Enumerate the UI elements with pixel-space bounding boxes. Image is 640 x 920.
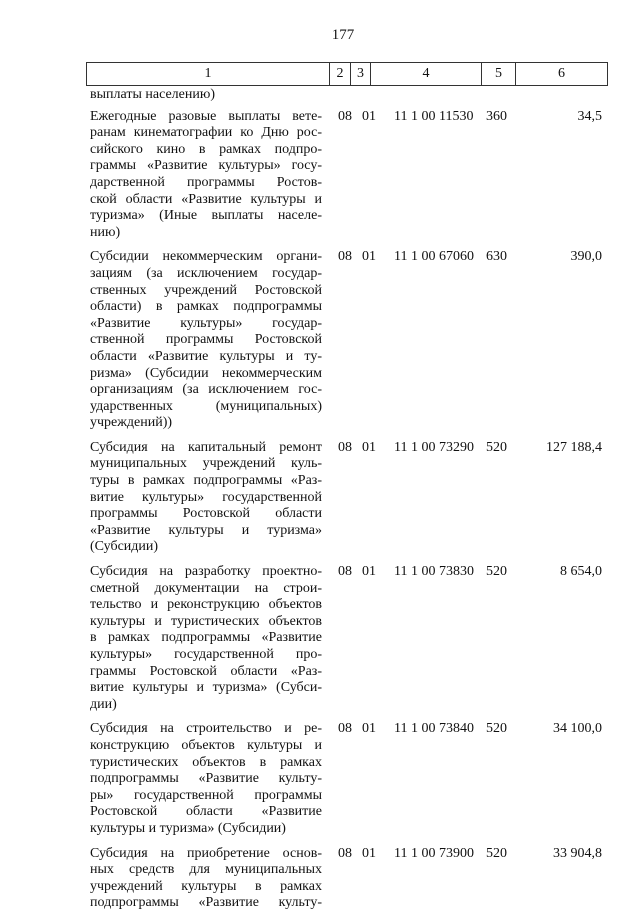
description-line: конструкцию объектов культуры и (90, 737, 322, 753)
target-article-code: 11 1 00 73840 (394, 721, 474, 737)
expense-type-code: 520 (486, 721, 507, 737)
description-line: области «Развитие культуры и ту- (90, 348, 322, 364)
table-body (90, 87, 602, 920)
row-description (90, 249, 322, 432)
row-description (90, 846, 322, 912)
description-line: Субсидии некоммерческим органи- (90, 249, 322, 265)
section-code: 08 (338, 721, 352, 737)
target-article-code: 11 1 00 73900 (394, 845, 474, 861)
header-col-2: 2 (330, 63, 351, 85)
continuation-row (90, 87, 602, 104)
table-row (90, 846, 602, 912)
description-line: нию) (90, 224, 121, 240)
description-line: сийского кино в рамках подпро- (90, 141, 322, 157)
table-row (90, 109, 602, 242)
table-header (86, 62, 608, 86)
subsection-code: 01 (362, 564, 376, 580)
header-col-6: 6 (558, 66, 565, 81)
description-line: туризма» (Иные выплаты населе- (90, 208, 322, 224)
subsection-code: 01 (362, 439, 376, 455)
description-line: ударственных (муниципальных) (90, 398, 322, 414)
section-code: 08 (338, 439, 352, 455)
row-description (90, 564, 322, 713)
description-line: витие культуры и туризма» (Субси- (90, 680, 322, 696)
expense-type-code: 630 (486, 249, 507, 265)
description-line: области) в рамках подпрограммы (90, 299, 322, 315)
description-line: программы Ростовской области (90, 506, 322, 522)
page-number: 177 (331, 27, 355, 43)
target-article-code: 11 1 00 73830 (394, 564, 474, 580)
subsection-code: 01 (362, 721, 376, 737)
amount: 127 188,4 (546, 439, 602, 455)
subsection-code: 01 (362, 108, 376, 124)
description-line: Субсидия на приобретение основ- (90, 845, 322, 861)
description-line: сметной документации на строи- (90, 580, 322, 596)
amount: 33 904,8 (553, 845, 602, 861)
expense-type-code: 360 (486, 108, 507, 124)
expense-type-code: 520 (486, 845, 507, 861)
amount: 34 100,0 (553, 721, 602, 737)
table-row (90, 249, 602, 432)
description-line: учреждений)) (90, 415, 173, 431)
target-article-code: 11 1 00 67060 (394, 249, 474, 265)
subsection-code: 01 (362, 249, 376, 265)
target-article-code: 11 1 00 11530 (394, 108, 474, 124)
target-article-code: 11 1 00 73290 (394, 439, 474, 455)
description-line: Субсидия на строительство и ре- (90, 721, 322, 737)
header-col-5: 5 (482, 63, 516, 85)
section-code: 08 (338, 564, 352, 580)
description-line: витие культуры» государственной (90, 489, 322, 505)
row-description (90, 109, 322, 242)
table-row (90, 564, 602, 713)
description-line: муниципальных учреждений куль- (90, 456, 322, 472)
description-line: выплаты населению) (90, 87, 215, 102)
section-code: 08 (338, 108, 352, 124)
amount: 34,5 (577, 108, 602, 124)
description-line: ных средств для муниципальных (90, 862, 322, 878)
description-line: граммы «Развитие культуры» госу- (90, 158, 322, 174)
description-line: в рамках подпрограммы «Развитие (90, 630, 322, 646)
description-line: (Субсидии) (90, 539, 159, 555)
table-row (90, 721, 602, 837)
row-description (90, 440, 322, 556)
description-line: граммы Ростовской области «Раз- (90, 663, 322, 679)
description-line: ственных учреждений Ростовской (90, 282, 322, 298)
description-line: «Развитие культуры» государ- (90, 315, 322, 331)
description-line: Ежегодные разовые выплаты вете- (90, 108, 322, 124)
description-line: дарственной программы Ростов- (90, 174, 322, 190)
description-line: учреждений культуры в рамках (90, 878, 322, 894)
description-line: Ростовской области «Развитие (90, 804, 322, 820)
header-col-1: 1 (87, 63, 330, 85)
section-code: 08 (338, 249, 352, 265)
description-line: тельство и реконструкцию объектов (90, 597, 322, 613)
description-line: ской области «Развитие культуры и (90, 191, 322, 207)
description-line: культуры и туризма» (Субсидии) (90, 820, 286, 836)
amount: 8 654,0 (560, 564, 602, 580)
description-line: «Развитие культуры и туризма» (90, 522, 322, 538)
expense-type-code: 520 (486, 439, 507, 455)
description-line: культуры» государственной про- (90, 647, 322, 662)
table-row (90, 440, 602, 556)
description-line: подпрограммы «Развитие культу- (90, 771, 322, 787)
subsection-code: 01 (362, 845, 376, 861)
section-code: 08 (338, 845, 352, 861)
expense-type-code: 520 (486, 564, 507, 580)
amount: 390,0 (570, 249, 602, 265)
row-description (90, 721, 322, 837)
description-line: подпрограммы «Развитие культу- (90, 895, 322, 911)
description-line: ры» государственной программы (90, 787, 322, 803)
description-line: организациям (за исключением гос- (90, 382, 322, 398)
row-description (90, 87, 322, 104)
header-col-3: 3 (351, 63, 371, 85)
description-line: дии) (90, 696, 117, 712)
description-line: Субсидия на разработку проектно- (90, 564, 322, 580)
description-line: культуры и туристических объектов (90, 613, 322, 629)
description-line: Субсидия на капитальный ремонт (90, 439, 322, 455)
description-line: зациям (за исключением государ- (90, 265, 322, 281)
description-line: ственной программы Ростовской (90, 332, 322, 348)
description-line: туристических объектов в рамках (90, 754, 322, 770)
description-line: туры в рамках подпрограммы «Раз- (90, 473, 322, 489)
header-col-4: 4 (371, 63, 482, 85)
description-line: ризма» (Субсидии некоммерческим (90, 365, 322, 381)
description-line: ранам кинематографии ко Дню рос- (90, 125, 322, 141)
